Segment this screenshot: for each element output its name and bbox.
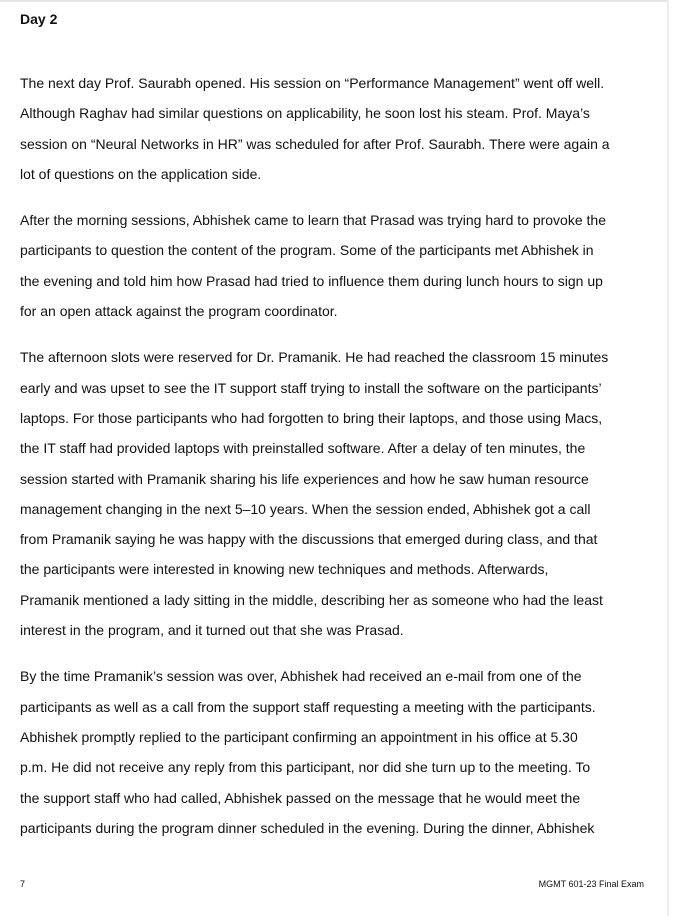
page-top-border — [0, 0, 668, 2]
text-line: management changing in the next 5–10 years. When the session ended, Abhishek got a call — [20, 500, 591, 517]
text-line: session on “Neural Networks in HR” was scheduled for after Prof. Saurabh. There were again a — [20, 135, 610, 152]
text-line: The afternoon slots were reserved for Dr. Pramanik. He had reached the classroom 15 minutes — [20, 349, 609, 366]
text-line: Although Raghav had similar questions on applicability, he soon lost his steam. Prof. Maya’s — [20, 105, 590, 122]
page-number: 7 — [20, 879, 26, 889]
text-line: the IT staff had provided laptops with preinstalled software. After a delay of ten minutes, the — [20, 440, 586, 457]
text-line: The next day Prof. Saurabh opened. His session on “Performance Management” went off well. — [20, 75, 605, 91]
paragraph-3 — [20, 342, 642, 645]
text-line: the support staff who had called, Abhishek passed on the message that he would meet the — [20, 789, 581, 806]
text-line: the evening and told him how Prasad had tried to influence them during lunch hours to sign up — [20, 272, 603, 289]
text-line: early and was upset to see the IT support staff trying to install the software on the participants’ — [20, 379, 602, 396]
document-body — [20, 68, 642, 859]
text-line: participants as well as a call from the support staff requesting a meeting with the participants. — [20, 698, 596, 715]
text-line: laptops. For those participants who had forgotten to bring their laptops, and those using Macs, — [20, 409, 603, 426]
text-line: After the morning sessions, Abhishek came to learn that Prasad was trying hard to provoke the — [20, 212, 606, 229]
text-line: participants during the program dinner scheduled in the evening. During the dinner, Abhishek — [20, 819, 595, 836]
paragraph-2 — [20, 205, 642, 326]
text-line: p.m. He did not receive any reply from this participant, nor did she turn up to the meeting. To — [20, 759, 591, 776]
paragraph-1 — [20, 68, 642, 189]
text-line: from Pramanik saying he was happy with the discussions that emerged during class, and that — [20, 531, 598, 548]
text-line: interest in the program, and it turned out that she was Prasad. — [20, 622, 404, 639]
footer-document-title: MGMT 601-23 Final Exam — [538, 879, 644, 889]
paragraph-4 — [20, 661, 642, 843]
text-line: By the time Pramanik’s session was over, Abhishek had received an e-mail from one of the — [20, 668, 582, 685]
text-line: lot of questions on the application side. — [20, 165, 262, 182]
text-line: Pramanik mentioned a lady sitting in the middle, describing her as someone who had the least — [20, 591, 603, 608]
section-heading: Day 2 — [20, 11, 58, 27]
text-line: Abhishek promptly replied to the participant confirming an appointment in his office at 5.30 — [20, 728, 578, 745]
text-line: session started with Pramanik sharing his life experiences and how he saw human resource — [20, 470, 589, 487]
text-line: for an open attack against the program coordinator. — [20, 303, 338, 320]
page-right-border — [667, 0, 669, 916]
text-line: participants to question the content of the program. Some of the participants met Abhishek in — [20, 242, 594, 259]
text-line: the participants were interested in knowing new techniques and methods. Afterwards, — [20, 561, 549, 578]
